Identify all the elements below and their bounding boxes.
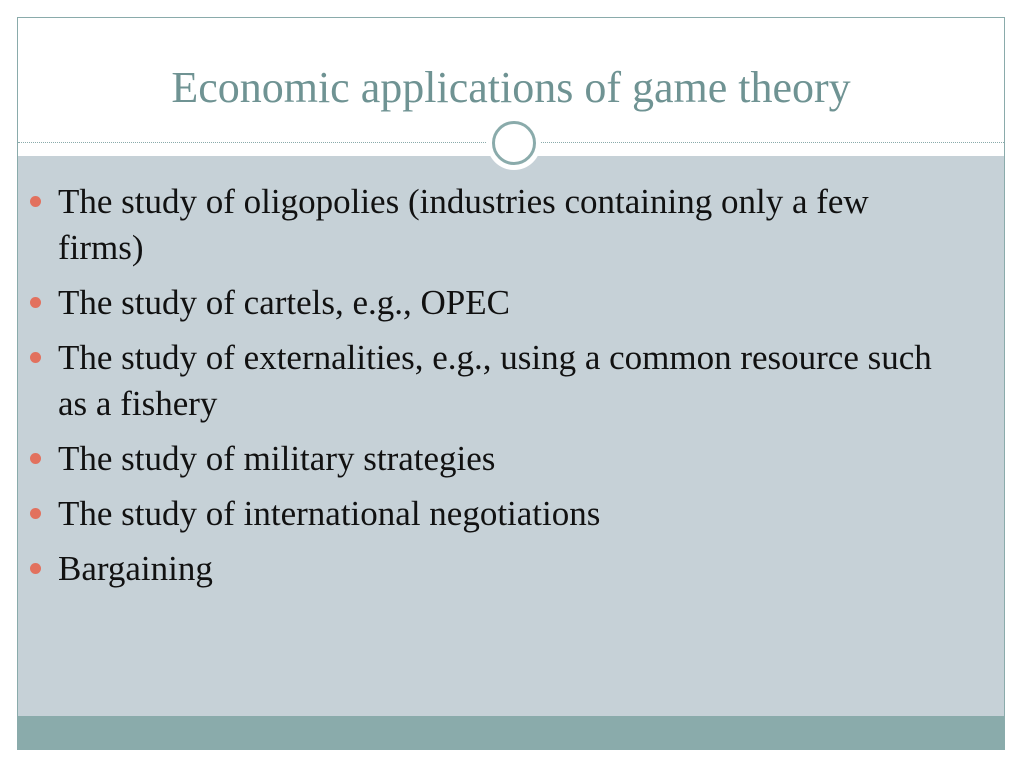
- bullet-dot-icon: [30, 352, 41, 363]
- bullet-text: The study of oligopolies (industries containing only a few firms): [58, 182, 869, 267]
- bullet-text: The study of cartels, e.g., OPEC: [58, 283, 510, 322]
- bullet-dot-icon: [30, 508, 41, 519]
- bullet-dot-icon: [30, 196, 41, 207]
- bullet-text: The study of international negotiations: [58, 494, 601, 533]
- bullet-text: The study of externalities, e.g., using a common resource such as a fishery: [58, 338, 932, 423]
- bullet-dot-icon: [30, 563, 41, 574]
- bullet-item-bargaining: [28, 546, 948, 592]
- bullet-text: The study of military strategies: [58, 439, 496, 478]
- bullet-list: [28, 179, 948, 601]
- ornament-ring: [492, 121, 536, 165]
- bullet-item-negotiations: [28, 491, 948, 537]
- bullet-text: Bargaining: [58, 549, 213, 588]
- bullet-dot-icon: [30, 297, 41, 308]
- slide-title: Economic applications of game theory: [171, 63, 851, 112]
- bullet-item-military: [28, 436, 948, 482]
- circle-ring-icon: [487, 116, 541, 170]
- bullet-item-oligopolies: [28, 179, 948, 271]
- bullet-item-cartels: [28, 280, 948, 326]
- bullet-item-externalities: [28, 335, 948, 427]
- bullet-dot-icon: [30, 453, 41, 464]
- footer-band: [18, 716, 1004, 750]
